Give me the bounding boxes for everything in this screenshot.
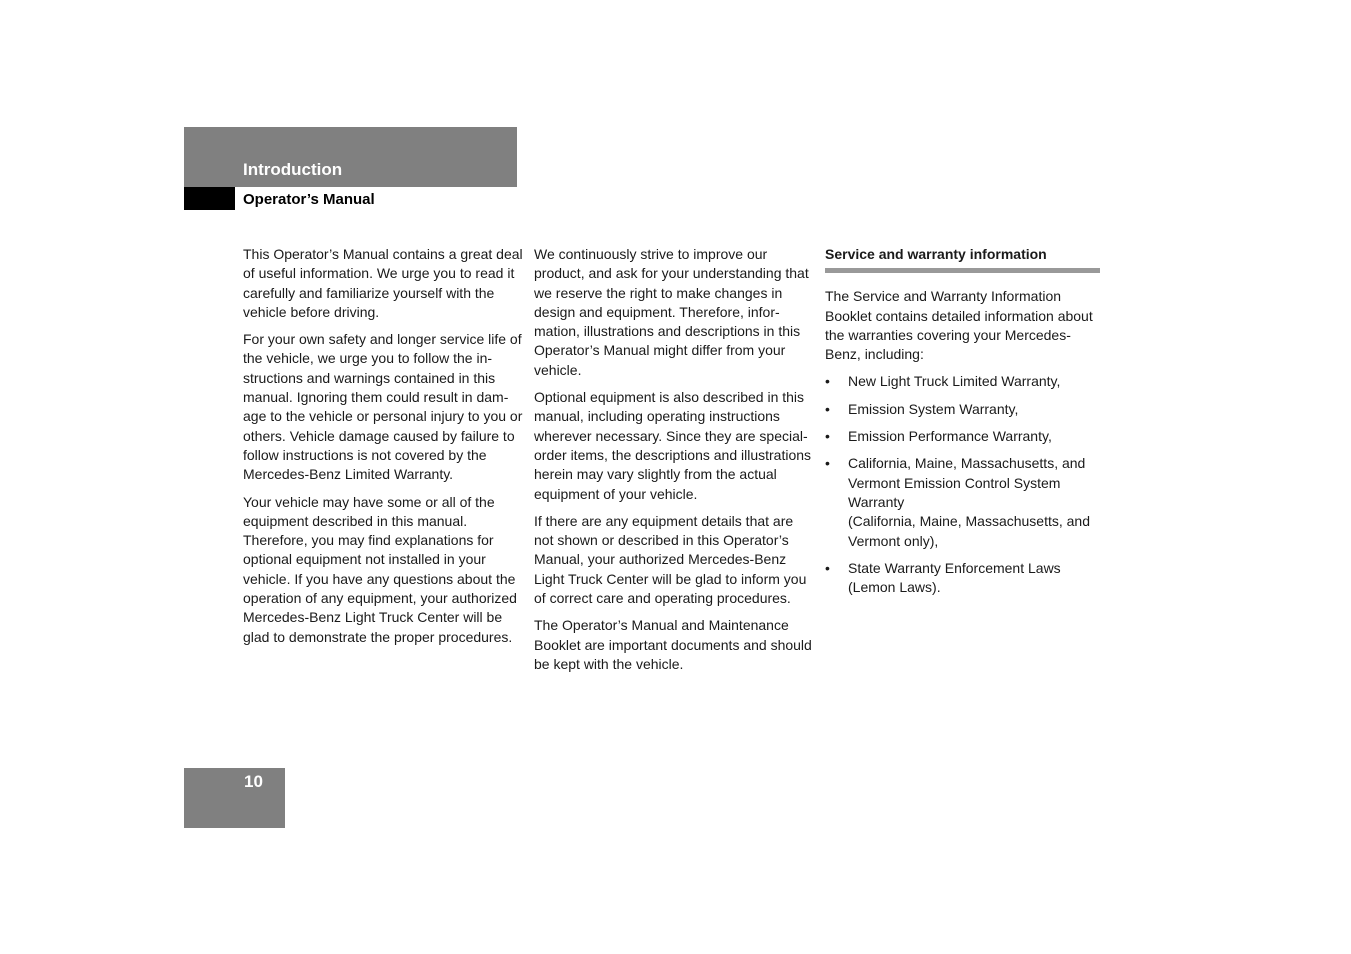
paragraph: We continuously strive to improve our product, and ask for your understanding that we reserve the right to make changes in design and equipment. Therefore, information, illustrations and descriptions in this Operator’s Manual might differ from your vehicle.: [534, 246, 809, 378]
list-item: [825, 559, 1100, 598]
warranty-intro: The Service and Warranty Information Booklet contains detailed information about the warranties covering your Mercedes-Benz, including:: [825, 288, 1093, 363]
paragraph: For your own safety and longer service life of the vehicle, we urge you to follow the instructions and warnings contained in this manual. Ignoring them could result in damage to the vehicle or personal injury to you or others. Vehicle damage caused by failure to follow instructions is not covered by the Mercedes-Benz Limited Warranty.: [243, 331, 523, 483]
list-item: [825, 372, 1100, 391]
bullet-icon: •: [825, 559, 830, 576]
list-item: [825, 427, 1100, 446]
bullet-icon: •: [825, 428, 830, 445]
list-item-text: New Light Truck Limited Warranty,: [848, 373, 1061, 390]
paragraph: If there are any equipment details that are not shown or described in this Operator’s Manual, your authorized Mercedes-Benz Light Truck Center will be glad to inform you of correct care and operating procedures.: [534, 512, 807, 607]
text-column-1: [243, 245, 523, 655]
page-number-box: [184, 768, 285, 828]
paragraph: The Operator’s Manual and Maintenance Booklet are important documents and should be kept with the vehicle.: [534, 617, 812, 672]
paragraph: Optional equipment is also described in this manual, including operating instructions wherever necessary. Since they are special-order items, the descriptions and illustrations herein may vary slightly from the actual equipment of your vehicle.: [534, 389, 812, 502]
list-item-text: Emission System Warranty,: [848, 400, 1019, 417]
warranty-list: [825, 372, 1100, 597]
paragraph: Your vehicle may have some or all of the equipment described in this manual. Therefore, you may find explanations for optional equipment not installed in your vehicle. If you have any questions about the operation of any equipment, your authorized Mercedes-Benz Light Truck Center will be glad to demonstrate the proper procedures.: [243, 493, 517, 645]
list-item-text: Emission Performance Warranty,: [848, 428, 1052, 445]
section-title: Introduction: [243, 160, 343, 179]
service-warranty-heading: Service and warranty information: [825, 245, 1100, 273]
list-item-text: State Warranty Enforcement Laws (Lemon Laws).: [848, 559, 1061, 596]
section-marker-tab: [184, 187, 235, 210]
list-item: [825, 400, 1100, 419]
page-number: 10: [244, 772, 263, 791]
bullet-icon: •: [825, 455, 830, 472]
list-item: [825, 454, 1100, 550]
bullet-icon: •: [825, 400, 830, 417]
list-item-text: California, Maine, Massachusetts, and Vermont Emission Control System Warranty (California, Maine, Massachusetts, and Vermont only),: [848, 455, 1090, 549]
text-column-2: [534, 245, 814, 682]
bullet-icon: •: [825, 373, 830, 390]
header-band: [184, 127, 517, 187]
paragraph: This Operator’s Manual contains a great deal of useful information. We urge you to read it carefully and familiarize yourself with the vehicle before driving.: [243, 246, 523, 320]
subsection-title: Operator’s Manual: [243, 191, 375, 208]
text-column-3: [825, 245, 1100, 605]
